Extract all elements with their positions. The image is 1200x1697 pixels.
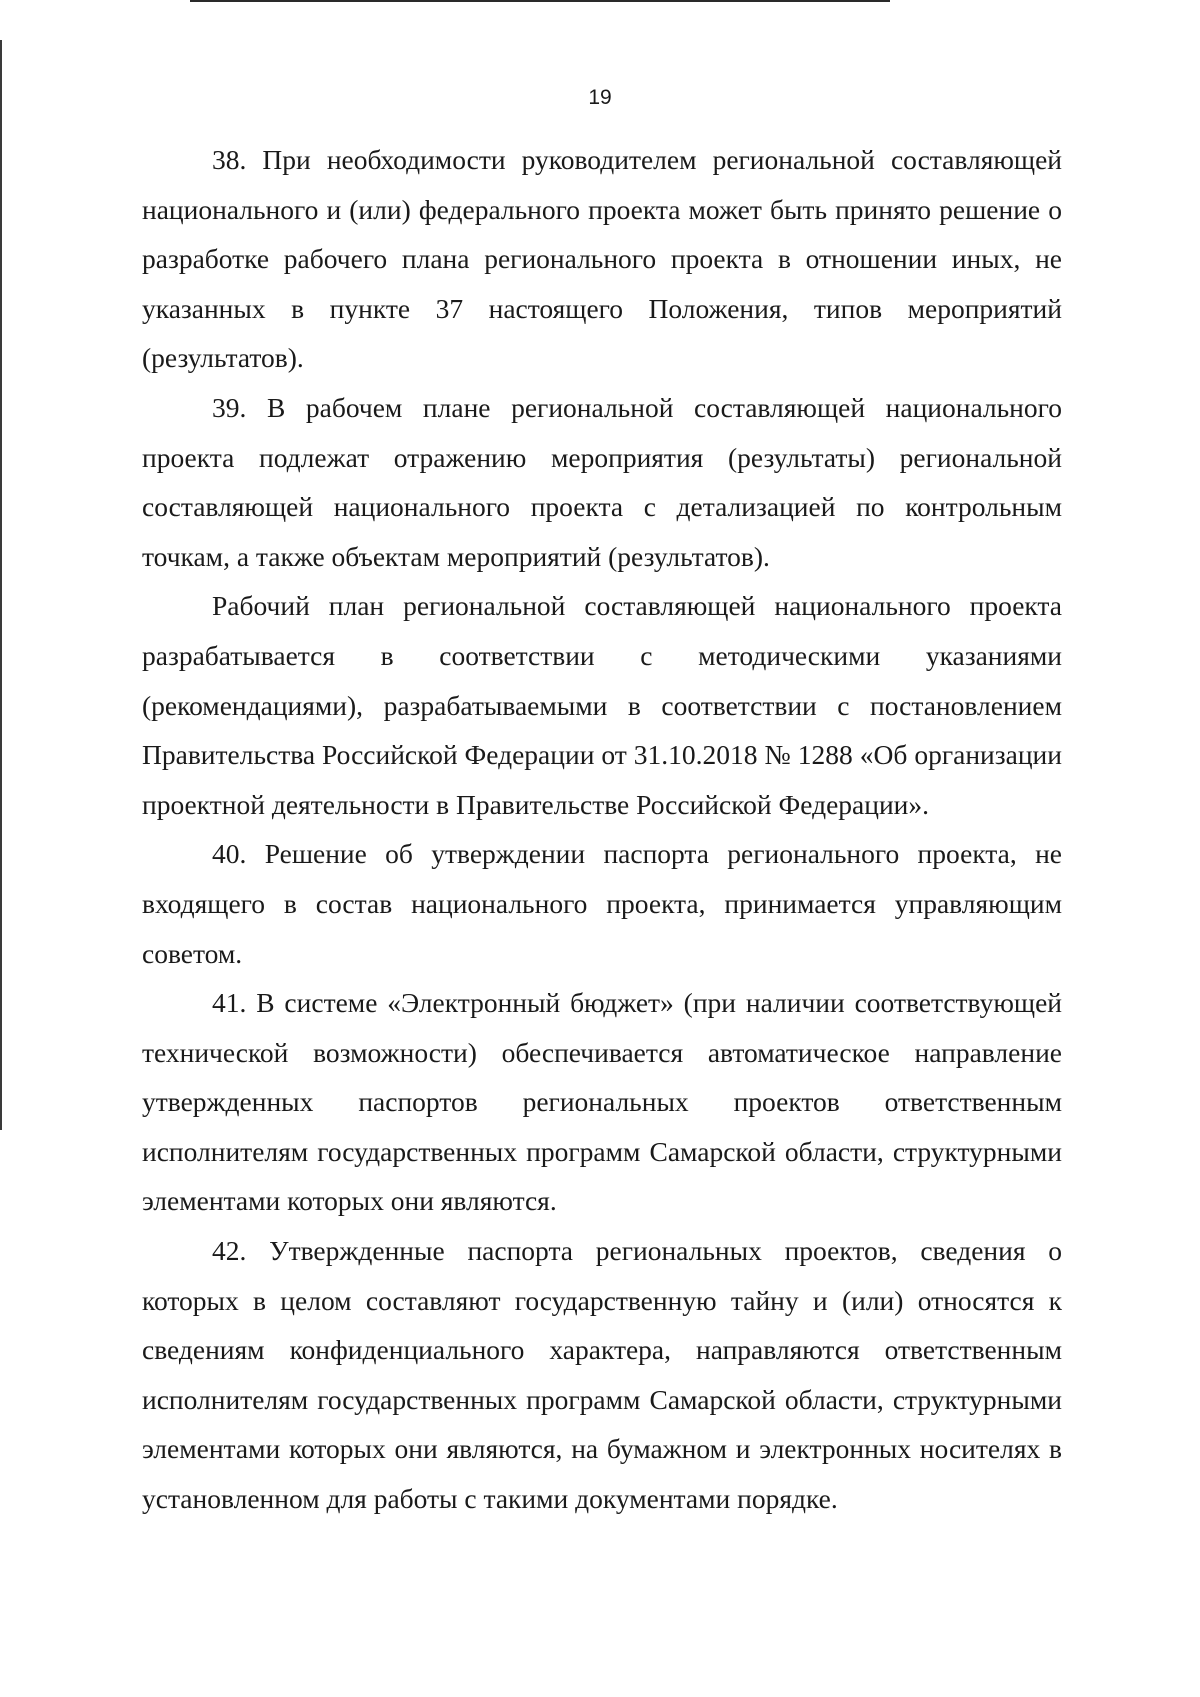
scan-margin-artifact (0, 40, 2, 1130)
scan-edge-artifact (190, 0, 890, 2)
paragraph-39-work-plan: Рабочий план региональной составляющей национального проекта разрабатывается в соответствии с методическими указаниями (рекомендациями), разрабатываемыми в соответствии с постановлением Правительства Российской Федерации от 31.10.2018 № 1288 «Об организации проектной деятельности в Правительстве Российской Федерации». (142, 590, 1062, 820)
paragraph-39: 39. В рабочем плане региональной составляющей национального проекта подлежат отражению мероприятия (результаты) региональной составляющей национального проекта с детализацией по контрольным точкам, а также объектам мероприятий (результатов). (142, 391, 1062, 572)
paragraph-38: 38. При необходимости руководителем региональной составляющей национального и (или) федерального проекта может быть принято решение о разработке рабочего плана регионального проекта в отношении иных, не указанных в пункте 37 настоящего Положения, типов мероприятий (результатов). (142, 144, 1062, 374)
paragraph-42: 42. Утвержденные паспорта региональных проектов, сведения о которых в целом составляют государственную тайну и (или) относятся к сведениям конфиденциального характера, направляются ответственным исполнителям государственных программ Самарской области, структурными элементами которых они являются, на бумажном и электронных носителях в установленном для работы с такими документами порядке. (142, 1235, 1062, 1515)
paragraph-41: 41. В системе «Электронный бюджет» (при наличии соответствующей технической возможности) обеспечивается автоматическое направление утвержденных паспортов региональных проектов ответственным исполнителям государственных программ Самарской области, структурными элементами которых они являются. (142, 987, 1062, 1217)
document-body (142, 135, 1062, 1524)
page-number: 19 (588, 86, 612, 109)
paragraph-40: 40. Решение об утверждении паспорта регионального проекта, не входящего в состав национального проекта, принимается управляющим советом. (142, 838, 1062, 969)
